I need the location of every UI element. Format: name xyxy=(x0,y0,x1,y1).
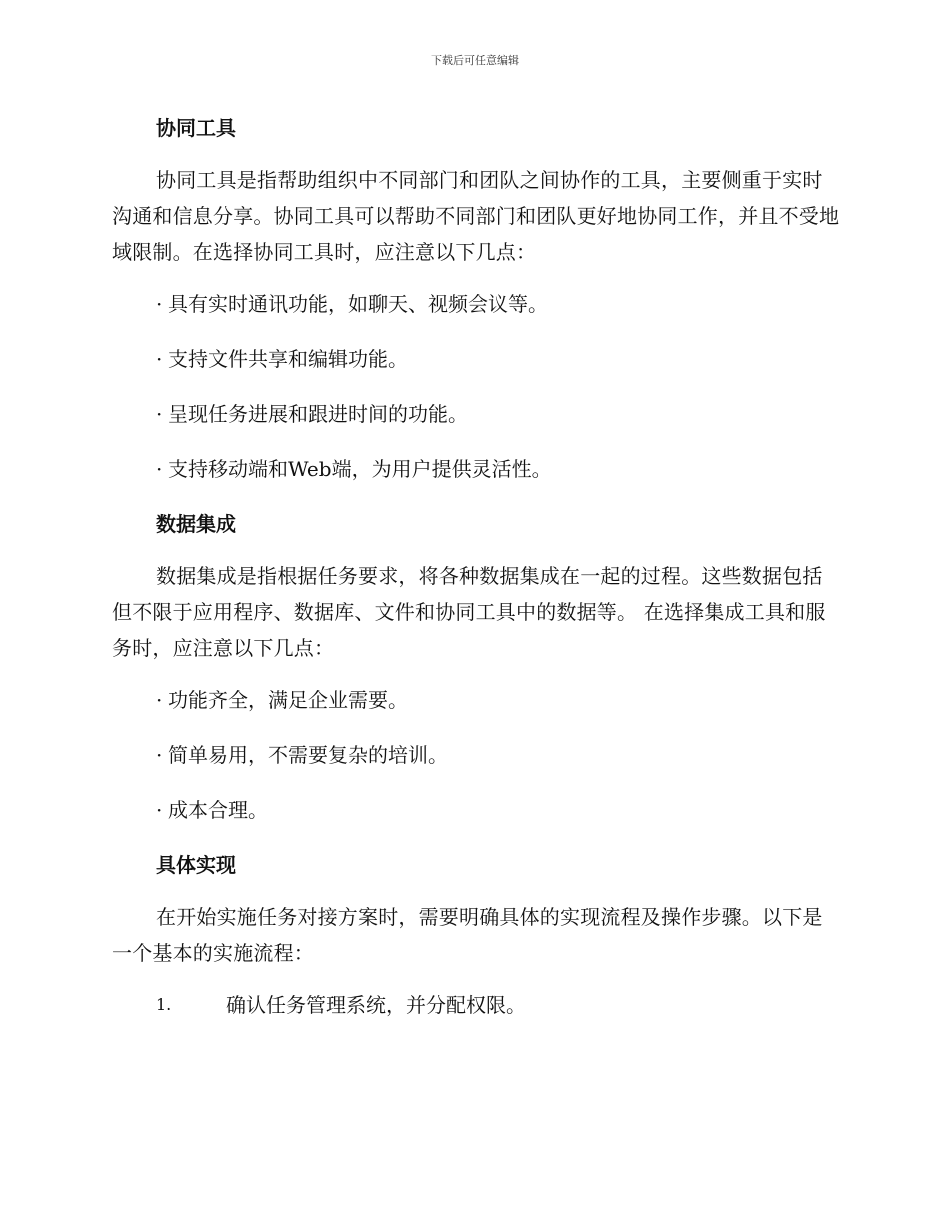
bullet-marker: · xyxy=(156,798,163,822)
step-number: 1. xyxy=(156,995,172,1014)
list-item xyxy=(112,394,842,434)
numbered-step xyxy=(112,985,842,1025)
list-item xyxy=(112,680,842,720)
bullet-marker: · xyxy=(156,688,163,712)
list-item xyxy=(112,339,842,379)
section-paragraph-collab-tools: 协同工具是指帮助组织中不同部门和团队之间协作的工具，主要侧重于实时沟通和信息分享。协同工具可以帮助不同部门和团队更好地协同工作，并且不受地域限制。在选择协同工具时，应注意以下几点： xyxy=(112,168,840,264)
list-item xyxy=(112,284,842,324)
list-item-text: 支持移动端和Web端，为用户提供灵活性。 xyxy=(168,457,552,481)
list-item-text: 成本合理。 xyxy=(168,798,268,822)
bullet-marker: · xyxy=(156,743,163,767)
document-body xyxy=(112,108,842,1025)
list-item xyxy=(112,735,842,775)
list-item xyxy=(112,449,842,489)
section-heading-implementation: 具体实现 xyxy=(156,853,236,877)
bullet-marker: · xyxy=(156,457,163,481)
list-item-text: 支持文件共享和编辑功能。 xyxy=(168,347,408,371)
section-paragraph-implementation: 在开始实施任务对接方案时，需要明确具体的实现流程及操作步骤。以下是一个基本的实施流程： xyxy=(112,905,823,965)
list-item-text: 呈现任务进展和跟进时间的功能。 xyxy=(168,402,468,426)
list-item-text: 简单易用，不需要复杂的培训。 xyxy=(168,743,448,767)
list-item xyxy=(112,790,842,830)
bullet-marker: · xyxy=(156,347,163,371)
step-text: 确认任务管理系统，并分配权限。 xyxy=(226,993,526,1017)
page-header: 下载后可任意编辑 xyxy=(431,54,519,67)
list-item-text: 功能齐全，满足企业需要。 xyxy=(168,688,408,712)
bullet-marker: · xyxy=(156,402,163,426)
bullet-marker: · xyxy=(156,292,163,316)
section-paragraph-data-integration: 数据集成是指根据任务要求，将各种数据集成在一起的过程。这些数据包括但不限于应用程序、数据库、文件和协同工具中的数据等。 在选择集成工具和服务时，应注意以下几点： xyxy=(112,564,826,660)
list-item-text: 具有实时通讯功能，如聊天、视频会议等。 xyxy=(168,292,548,316)
section-heading-data-integration: 数据集成 xyxy=(156,512,236,536)
section-heading-collab-tools: 协同工具 xyxy=(156,116,236,140)
